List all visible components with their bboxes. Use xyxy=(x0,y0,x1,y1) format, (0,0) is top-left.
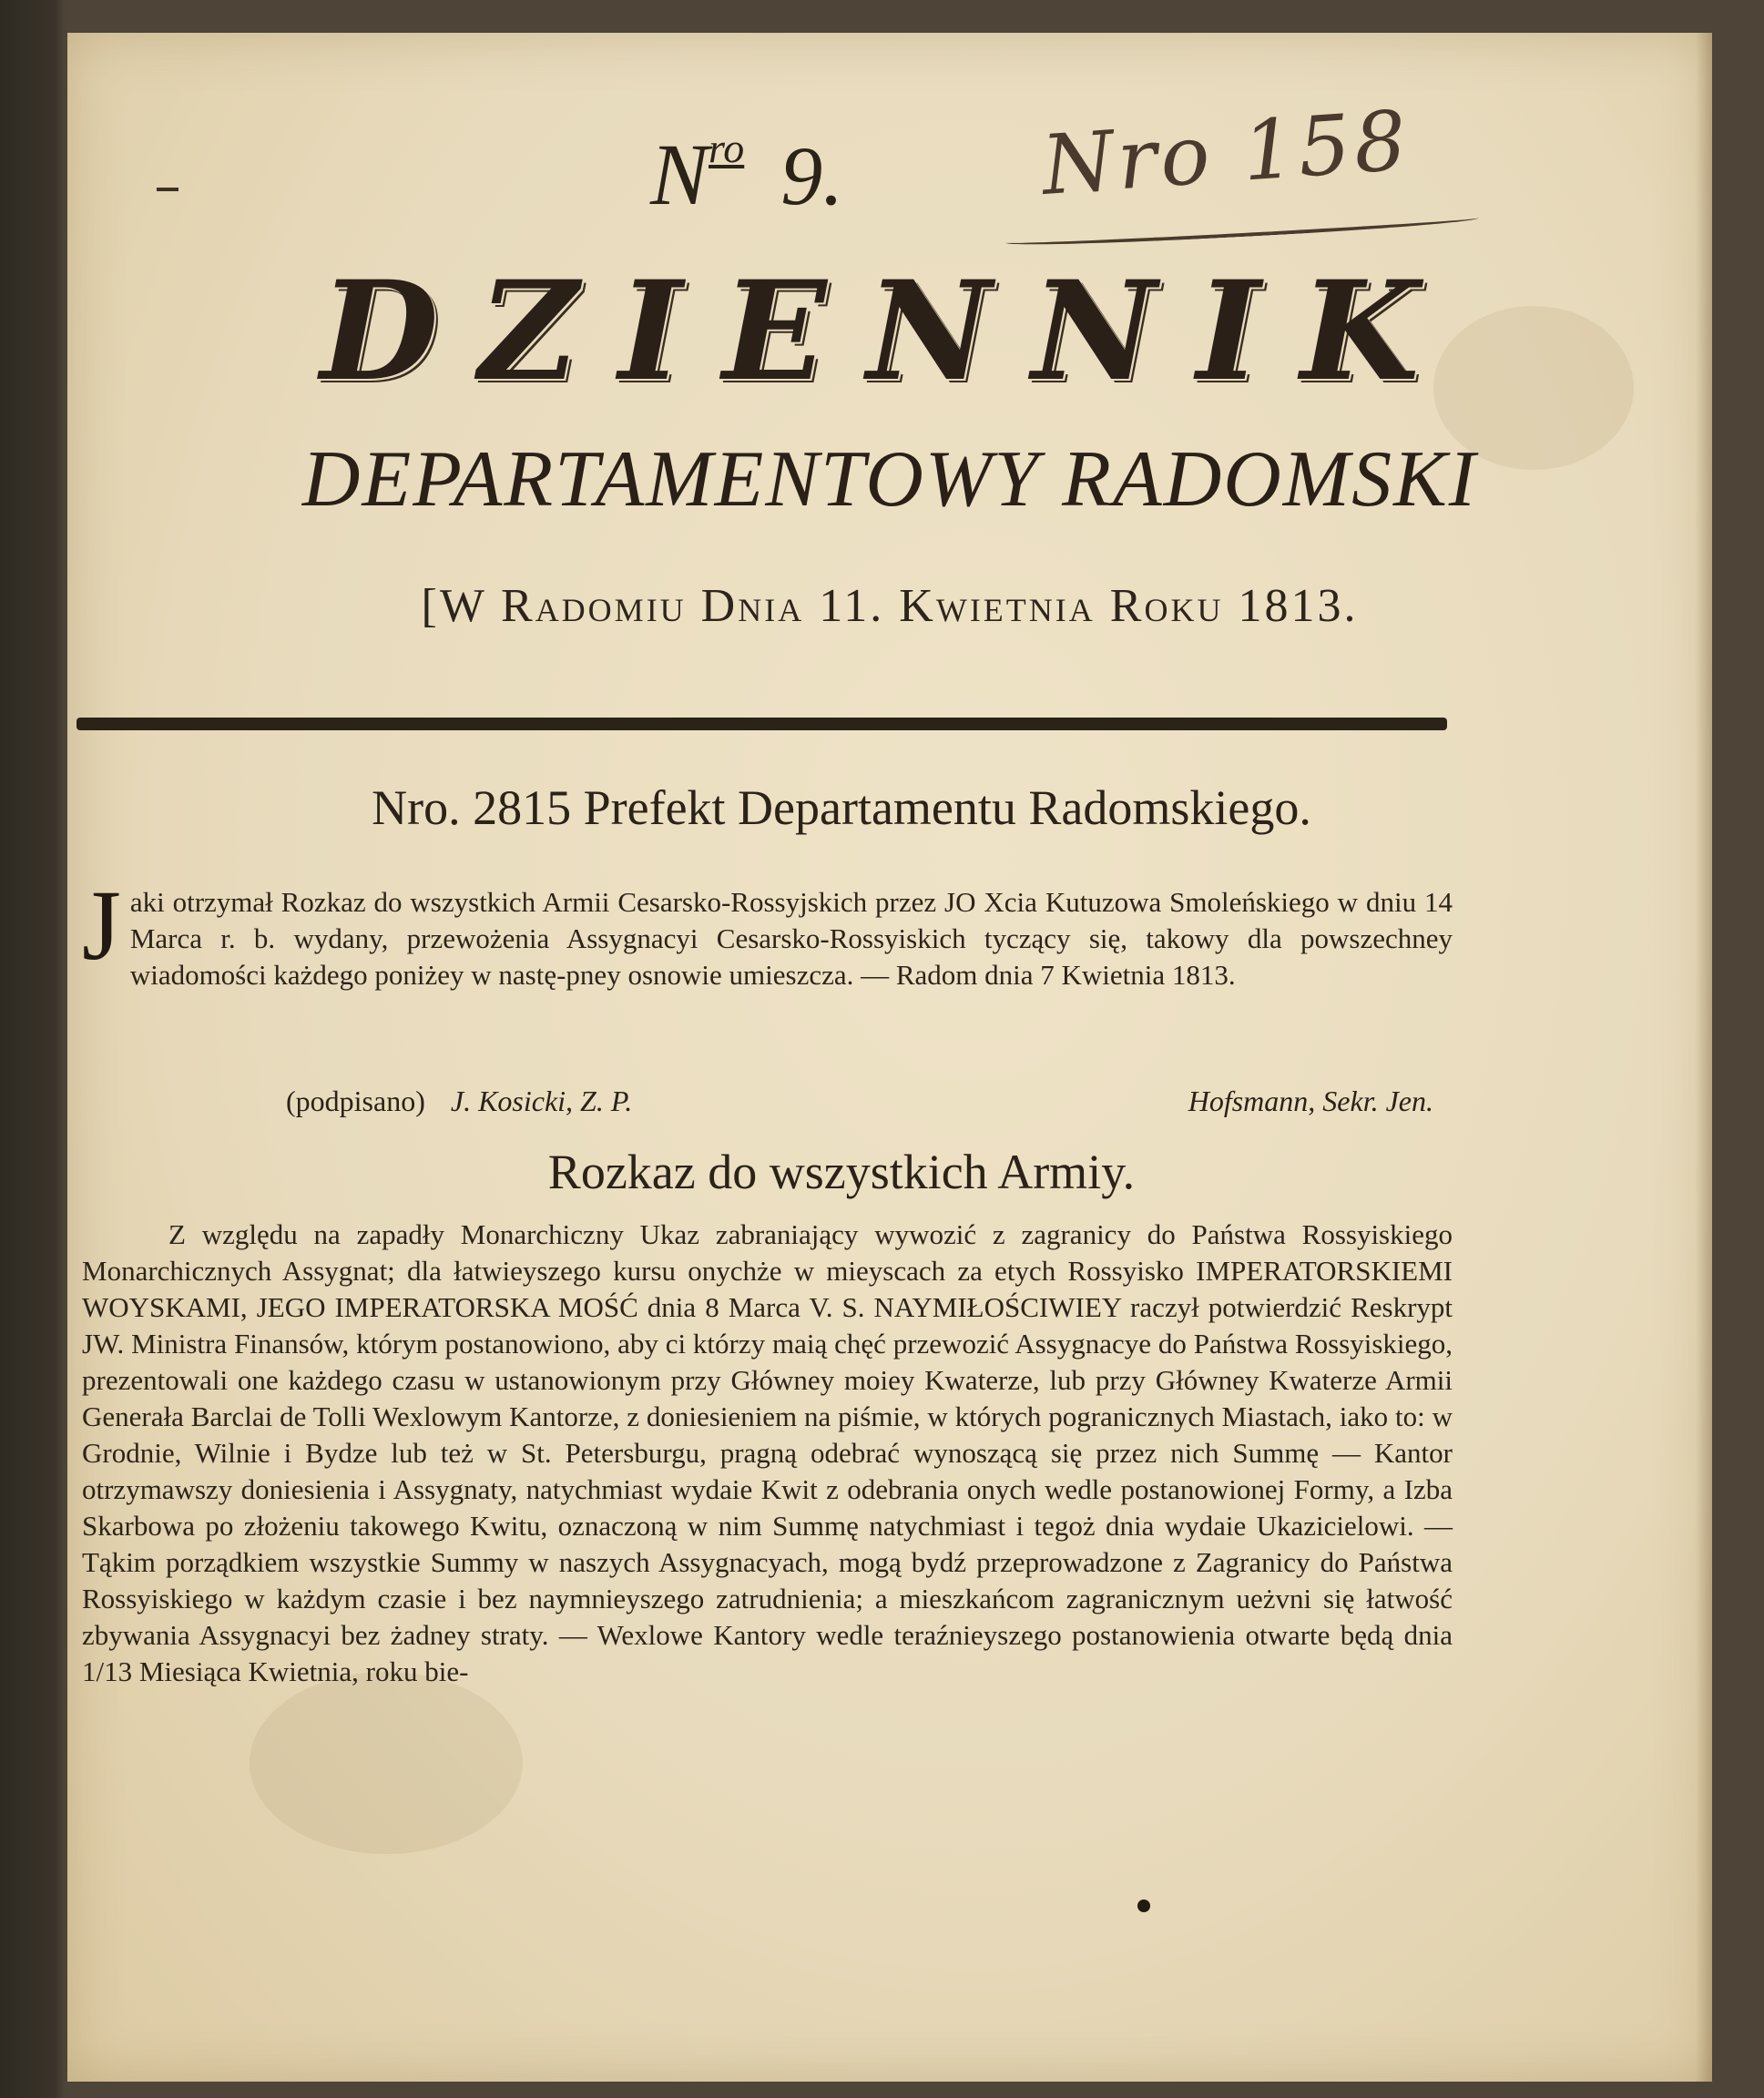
signer-1: J. Kosicki, Z. P. xyxy=(450,1085,633,1117)
signed-label-text: (podpisano) xyxy=(286,1085,425,1117)
dateline: [W Radomiu Dnia 11. Kwietnia Roku 1813. xyxy=(421,580,1359,632)
masthead-title: DZIENNIK xyxy=(320,251,1460,412)
signature-line xyxy=(286,1085,1433,1118)
issue-prefix: N xyxy=(650,126,709,223)
paper-stain xyxy=(250,1672,523,1854)
masthead-subtitle: DEPARTAMENTOWY RADOMSKI xyxy=(301,435,1478,524)
notice-text: aki otrzymał Rozkaz do wszystkich Armii Cesarsko-Rossyjskich przez JO Xcia Kutuzowa Smoleńskiego w dniu 14 Marca r. b. wydany, przewożenia Assygnacyi Cesarsko-Rossyiskich tyczący się, takowy dla powszechney wiadomości każdego poniżey w nastę-pney osnowie umieszcza. — Radom dnia 7 Kwietnia 1813. xyxy=(129,886,1453,991)
notice-heading: Nro. 2815 Prefekt Departamentu Radomskiego. xyxy=(372,780,1311,835)
order-text: Z względu na zapadły Monarchiczny Ukaz zabraniający wywozić z zagranicy do Państwa Rossyiskiego Monarchicznych Assygnat; dla łatwieyszego kursu onychże w mieyscach za etych Rossyisko IMPERATORSKIEMI WOYSKAMI, JEGO IMPERATORSKA MOŚĆ dnia 8 Marca V. S. NAYMIŁOŚCIWIEY raczył potwierdzić Reskrypt JW. Ministra Finansów, którym postanowiono, aby ci którzy maią chęć przewozić Assygnacye do Państwa Rossyiskiego, prezentowali one każdego czasu w ustanowionym przy Główney moiey Kwaterze, lub przy Główney Kwaterze Armii Generała Barclai de Tolli Wexlowym Kantorze, z doniesieniem na piśmie, w których pogranicznych Miastach, iako to: w Grodnie, Wilnie i Bydze lub też w St. Petersburgu, pragną odebrać wynoszącą się przez nich Summę — Kantor otrzymawszy doniesienia i Assygnaty, natychmiast wydaie Kwit z odebrania onych wedle postanowionej Formy, a Izba Skarbowa po złożeniu takowego Kwitu, oznaczoną w nim Summę natychmiast i tegoż dnia wydaie Ukazicielowi. — Tąkim porządkiem wszystkie Summy w naszych Assygnacyach, mogą bydź przeprowadzone z Zagranicy do Państwa Rossyiskiego w każdym czasie i bez naymnieyszego zatrudnienia; a mieszkańcom zagranicznym ueżvni się łatwość zbywania Assygnacyi bez żadney straty. — Wexlowe Kantory wedle teraźnieyszego postanowienia otwarte będą dnia 1/13 Miesiąca Kwietnia, roku bie- xyxy=(82,1218,1453,1687)
issue-value: 9. xyxy=(780,129,844,222)
order-title: Rozkaz do wszystkich Armiy. xyxy=(547,1145,1136,1199)
signer-2: Hofsmann, Sekr. Jen. xyxy=(1188,1085,1433,1117)
signed-label xyxy=(286,1085,632,1118)
header-rule xyxy=(76,718,1447,730)
issue-number-row xyxy=(67,87,1712,223)
newspaper-page xyxy=(67,33,1712,2082)
drop-cap: J xyxy=(82,870,121,981)
handwritten-underline xyxy=(1005,211,1479,249)
handwritten-note: Nro 158 xyxy=(1038,93,1413,214)
order-body xyxy=(82,1217,1453,1690)
ink-dot xyxy=(1137,1899,1150,1912)
issue-number xyxy=(650,124,843,225)
notice-body xyxy=(82,870,1453,993)
dash-mark xyxy=(157,188,178,191)
issue-prefix-sup: ro xyxy=(709,125,745,171)
